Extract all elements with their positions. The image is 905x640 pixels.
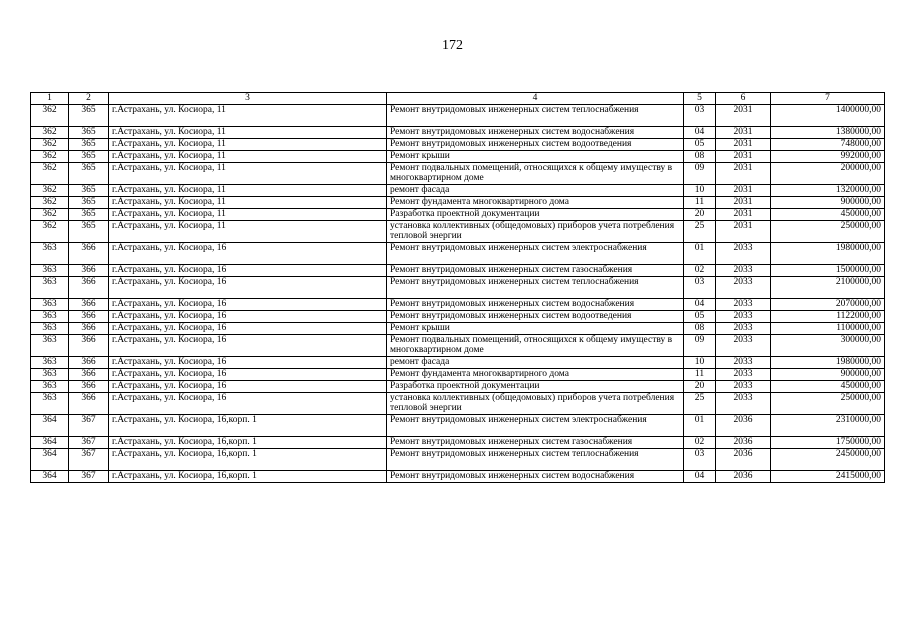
cell-work-type: Ремонт внутридомовых инженерных систем электроснабжения [387, 414, 684, 436]
cell-work-type: Ремонт внутридомовых инженерных систем теплоснабжения [387, 104, 684, 126]
cell-work-type: ремонт фасада [387, 356, 684, 368]
cell-seq-number: 362 [31, 138, 69, 150]
cell-work-code: 11 [684, 368, 716, 380]
cell-house-number: 365 [69, 104, 109, 126]
cell-cost: 900000,00 [771, 196, 885, 208]
cell-address: г.Астрахань, ул. Косиора, 11 [109, 208, 387, 220]
cell-year: 2033 [716, 242, 771, 264]
page-number: 172 [442, 38, 463, 53]
cell-seq-number: 364 [31, 448, 69, 470]
cell-cost: 2415000,00 [771, 470, 885, 482]
cell-cost: 2310000,00 [771, 414, 885, 436]
cell-cost: 1500000,00 [771, 264, 885, 276]
cell-work-type: Разработка проектной документации [387, 208, 684, 220]
cell-work-type: Ремонт внутридомовых инженерных систем теплоснабжения [387, 448, 684, 470]
cell-cost: 450000,00 [771, 208, 885, 220]
table-row [31, 310, 885, 322]
table-row [31, 150, 885, 162]
cell-seq-number: 363 [31, 368, 69, 380]
cell-address: г.Астрахань, ул. Косиора, 11 [109, 104, 387, 126]
cell-address: г.Астрахань, ул. Косиора, 16,корп. 1 [109, 448, 387, 470]
cell-seq-number: 362 [31, 162, 69, 184]
cell-seq-number: 363 [31, 264, 69, 276]
cell-work-type: Ремонт внутридомовых инженерных систем теплоснабжения [387, 276, 684, 298]
cell-work-type: ремонт фасада [387, 184, 684, 196]
cell-year: 2033 [716, 392, 771, 414]
cell-house-number: 365 [69, 162, 109, 184]
cell-seq-number: 363 [31, 334, 69, 356]
cell-address: г.Астрахань, ул. Косиора, 16 [109, 264, 387, 276]
cell-work-code: 04 [684, 298, 716, 310]
cell-house-number: 367 [69, 414, 109, 436]
table-row [31, 380, 885, 392]
table-row [31, 126, 885, 138]
cell-work-code: 04 [684, 126, 716, 138]
cell-house-number: 366 [69, 310, 109, 322]
cell-seq-number: 364 [31, 414, 69, 436]
cell-year: 2031 [716, 150, 771, 162]
column-header: 2 [69, 93, 109, 105]
cell-cost: 1980000,00 [771, 242, 885, 264]
cell-seq-number: 362 [31, 184, 69, 196]
cell-cost: 250000,00 [771, 392, 885, 414]
cell-year: 2033 [716, 380, 771, 392]
table-row [31, 448, 885, 470]
table-row [31, 242, 885, 264]
cell-address: г.Астрахань, ул. Косиора, 16 [109, 242, 387, 264]
table-row [31, 322, 885, 334]
cell-work-code: 10 [684, 184, 716, 196]
cell-work-code: 20 [684, 380, 716, 392]
cell-cost: 300000,00 [771, 334, 885, 356]
cell-work-type: Ремонт внутридомовых инженерных систем электроснабжения [387, 242, 684, 264]
table-row [31, 276, 885, 298]
cell-cost: 450000,00 [771, 380, 885, 392]
cell-year: 2031 [716, 220, 771, 242]
cell-address: г.Астрахань, ул. Косиора, 11 [109, 196, 387, 208]
cell-seq-number: 363 [31, 380, 69, 392]
cell-house-number: 365 [69, 220, 109, 242]
cell-work-code: 02 [684, 436, 716, 448]
cell-work-code: 03 [684, 448, 716, 470]
cell-work-type: Ремонт внутридомовых инженерных систем водоотведения [387, 310, 684, 322]
cell-work-type: Ремонт внутридомовых инженерных систем газоснабжения [387, 264, 684, 276]
cell-work-type: Ремонт фундамента многоквартирного дома [387, 196, 684, 208]
cell-house-number: 366 [69, 368, 109, 380]
cell-house-number: 367 [69, 448, 109, 470]
cell-year: 2033 [716, 264, 771, 276]
cell-address: г.Астрахань, ул. Косиора, 11 [109, 220, 387, 242]
cell-house-number: 366 [69, 322, 109, 334]
cell-year: 2031 [716, 138, 771, 150]
cell-work-type: Ремонт крыши [387, 322, 684, 334]
cell-year: 2036 [716, 448, 771, 470]
cell-cost: 2100000,00 [771, 276, 885, 298]
cell-work-code: 02 [684, 264, 716, 276]
table-row [31, 436, 885, 448]
cell-house-number: 366 [69, 276, 109, 298]
cell-seq-number: 362 [31, 126, 69, 138]
cell-work-code: 25 [684, 392, 716, 414]
cell-cost: 1100000,00 [771, 322, 885, 334]
cell-house-number: 366 [69, 298, 109, 310]
cell-cost: 900000,00 [771, 368, 885, 380]
cell-work-code: 20 [684, 208, 716, 220]
cell-year: 2031 [716, 162, 771, 184]
cell-work-code: 03 [684, 104, 716, 126]
cell-house-number: 365 [69, 184, 109, 196]
cell-work-type: Ремонт внутридомовых инженерных систем газоснабжения [387, 436, 684, 448]
cell-work-type: Ремонт внутридомовых инженерных систем водоотведения [387, 138, 684, 150]
cell-seq-number: 362 [31, 208, 69, 220]
cell-address: г.Астрахань, ул. Косиора, 11 [109, 138, 387, 150]
cell-cost: 1750000,00 [771, 436, 885, 448]
cell-house-number: 366 [69, 264, 109, 276]
cell-work-type: установка коллективных (общедомовых) приборов учета потребления тепловой энергии [387, 392, 684, 414]
cell-address: г.Астрахань, ул. Косиора, 16 [109, 356, 387, 368]
table-row [31, 220, 885, 242]
cell-seq-number: 363 [31, 298, 69, 310]
cell-house-number: 366 [69, 392, 109, 414]
cell-year: 2033 [716, 356, 771, 368]
cell-address: г.Астрахань, ул. Косиора, 16 [109, 298, 387, 310]
cell-house-number: 365 [69, 126, 109, 138]
cell-seq-number: 362 [31, 104, 69, 126]
cell-year: 2033 [716, 322, 771, 334]
cell-address: г.Астрахань, ул. Косиора, 16 [109, 380, 387, 392]
cell-year: 2033 [716, 310, 771, 322]
table-row [31, 392, 885, 414]
cell-year: 2036 [716, 470, 771, 482]
cell-seq-number: 362 [31, 150, 69, 162]
cell-year: 2031 [716, 184, 771, 196]
cell-seq-number: 363 [31, 242, 69, 264]
cell-address: г.Астрахань, ул. Косиора, 16,корп. 1 [109, 436, 387, 448]
cell-address: г.Астрахань, ул. Косиора, 16 [109, 310, 387, 322]
cell-seq-number: 363 [31, 322, 69, 334]
cell-cost: 2450000,00 [771, 448, 885, 470]
cell-cost: 1400000,00 [771, 104, 885, 126]
cell-cost: 748000,00 [771, 138, 885, 150]
cell-seq-number: 362 [31, 196, 69, 208]
cell-work-type: установка коллективных (общедомовых) приборов учета потребления тепловой энергии [387, 220, 684, 242]
cell-address: г.Астрахань, ул. Косиора, 11 [109, 150, 387, 162]
cell-work-type: Ремонт подвальных помещений, относящихся к общему имуществу в многоквартирном доме [387, 334, 684, 356]
cell-address: г.Астрахань, ул. Косиора, 16 [109, 276, 387, 298]
table-row [31, 104, 885, 126]
table-row [31, 298, 885, 310]
table-row [31, 470, 885, 482]
cell-work-type: Ремонт крыши [387, 150, 684, 162]
column-header: 6 [716, 93, 771, 105]
cell-work-code: 08 [684, 322, 716, 334]
cell-address: г.Астрахань, ул. Косиора, 16 [109, 322, 387, 334]
cell-work-code: 11 [684, 196, 716, 208]
cell-work-code: 08 [684, 150, 716, 162]
cell-work-type: Разработка проектной документации [387, 380, 684, 392]
table-row [31, 138, 885, 150]
capital-repair-table [30, 92, 885, 483]
cell-year: 2031 [716, 104, 771, 126]
cell-year: 2033 [716, 276, 771, 298]
cell-seq-number: 364 [31, 436, 69, 448]
cell-address: г.Астрахань, ул. Косиора, 16,корп. 1 [109, 414, 387, 436]
cell-house-number: 365 [69, 150, 109, 162]
table-row [31, 208, 885, 220]
cell-cost: 1380000,00 [771, 126, 885, 138]
cell-year: 2033 [716, 298, 771, 310]
cell-year: 2031 [716, 208, 771, 220]
cell-cost: 200000,00 [771, 162, 885, 184]
cell-seq-number: 362 [31, 220, 69, 242]
cell-address: г.Астрахань, ул. Косиора, 16 [109, 392, 387, 414]
table-row [31, 162, 885, 184]
table-row [31, 414, 885, 436]
cell-house-number: 367 [69, 470, 109, 482]
cell-year: 2033 [716, 334, 771, 356]
cell-work-type: Ремонт внутридомовых инженерных систем водоснабжения [387, 298, 684, 310]
table-row [31, 196, 885, 208]
cell-cost: 1320000,00 [771, 184, 885, 196]
cell-work-code: 05 [684, 138, 716, 150]
cell-work-code: 09 [684, 334, 716, 356]
cell-address: г.Астрахань, ул. Косиора, 11 [109, 162, 387, 184]
cell-year: 2031 [716, 126, 771, 138]
cell-address: г.Астрахань, ул. Косиора, 11 [109, 126, 387, 138]
table-row [31, 356, 885, 368]
cell-house-number: 367 [69, 436, 109, 448]
cell-house-number: 366 [69, 380, 109, 392]
cell-work-code: 04 [684, 470, 716, 482]
cell-house-number: 366 [69, 334, 109, 356]
table-row [31, 334, 885, 356]
column-header: 3 [109, 93, 387, 105]
cell-work-code: 09 [684, 162, 716, 184]
header-row [31, 93, 885, 105]
column-header: 5 [684, 93, 716, 105]
table-row [31, 264, 885, 276]
cell-house-number: 366 [69, 242, 109, 264]
cell-house-number: 365 [69, 138, 109, 150]
cell-work-type: Ремонт фундамента многоквартирного дома [387, 368, 684, 380]
cell-work-type: Ремонт внутридомовых инженерных систем водоснабжения [387, 470, 684, 482]
cell-address: г.Астрахань, ул. Косиора, 11 [109, 184, 387, 196]
cell-address: г.Астрахань, ул. Косиора, 16 [109, 368, 387, 380]
column-header: 7 [771, 93, 885, 105]
cell-seq-number: 363 [31, 392, 69, 414]
cell-seq-number: 363 [31, 310, 69, 322]
cell-work-code: 01 [684, 414, 716, 436]
cell-work-code: 01 [684, 242, 716, 264]
cell-work-type: Ремонт внутридомовых инженерных систем водоснабжения [387, 126, 684, 138]
cell-address: г.Астрахань, ул. Косиора, 16,корп. 1 [109, 470, 387, 482]
cell-year: 2036 [716, 436, 771, 448]
table-row [31, 368, 885, 380]
cell-seq-number: 363 [31, 356, 69, 368]
cell-cost: 250000,00 [771, 220, 885, 242]
cell-cost: 1122000,00 [771, 310, 885, 322]
cell-work-code: 25 [684, 220, 716, 242]
table-row [31, 184, 885, 196]
cell-year: 2031 [716, 196, 771, 208]
column-header: 1 [31, 93, 69, 105]
cell-year: 2033 [716, 368, 771, 380]
column-header: 4 [387, 93, 684, 105]
cell-house-number: 366 [69, 356, 109, 368]
cell-address: г.Астрахань, ул. Косиора, 16 [109, 334, 387, 356]
cell-work-code: 05 [684, 310, 716, 322]
cell-cost: 1980000,00 [771, 356, 885, 368]
cell-house-number: 365 [69, 196, 109, 208]
cell-work-code: 10 [684, 356, 716, 368]
cell-cost: 992000,00 [771, 150, 885, 162]
cell-work-type: Ремонт подвальных помещений, относящихся к общему имуществу в многоквартирном доме [387, 162, 684, 184]
cell-cost: 2070000,00 [771, 298, 885, 310]
cell-seq-number: 363 [31, 276, 69, 298]
cell-house-number: 365 [69, 208, 109, 220]
cell-work-code: 03 [684, 276, 716, 298]
cell-seq-number: 364 [31, 470, 69, 482]
cell-year: 2036 [716, 414, 771, 436]
